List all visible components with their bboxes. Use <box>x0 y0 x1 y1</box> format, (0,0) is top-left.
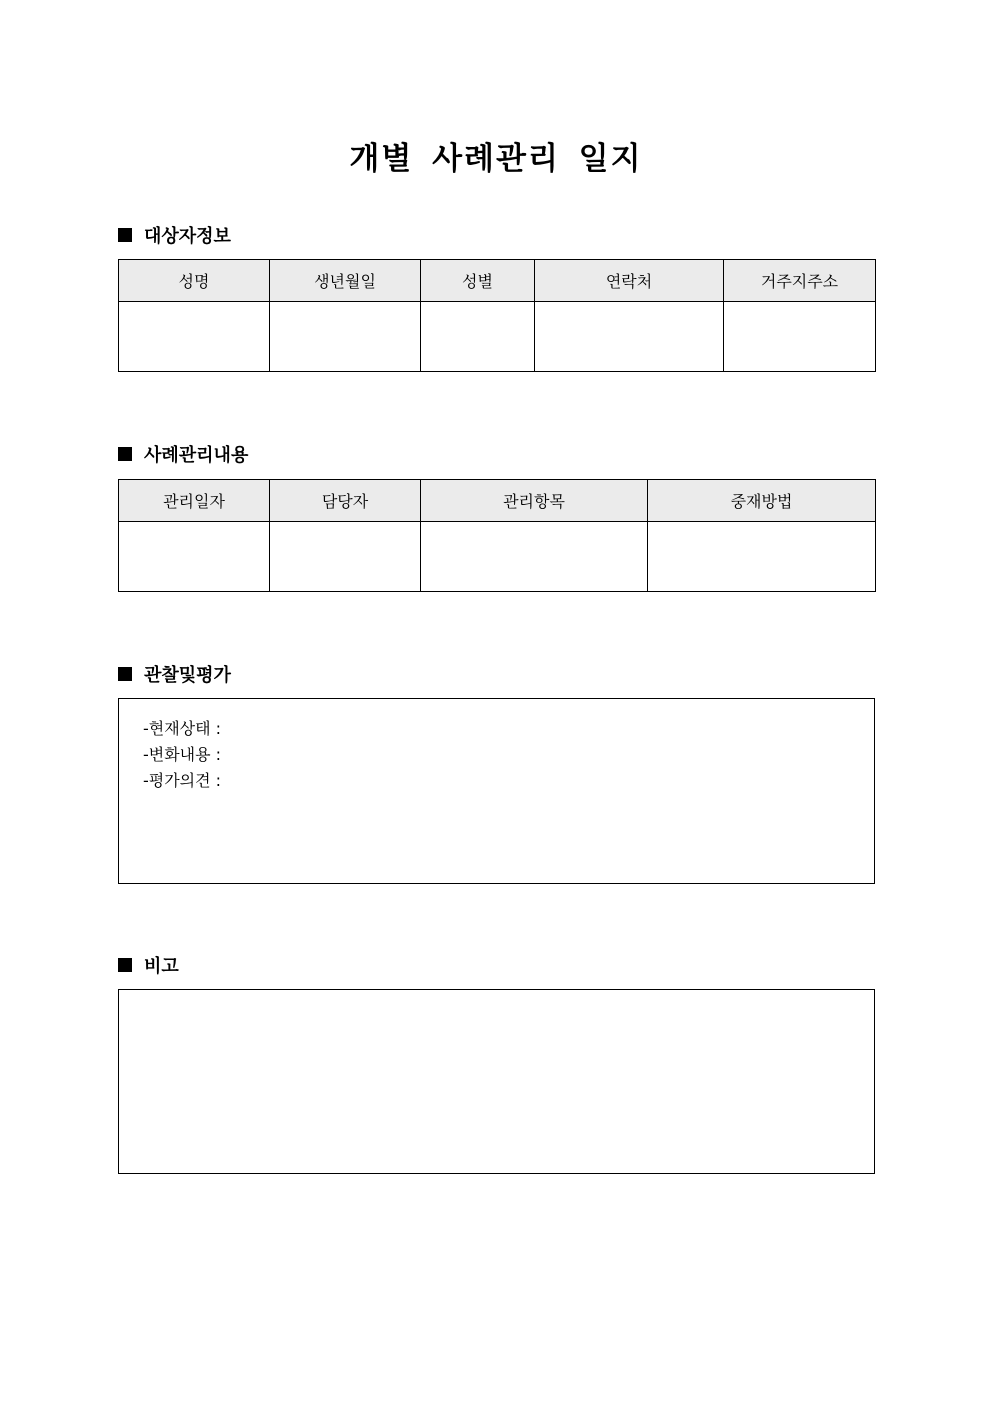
square-bullet-icon <box>118 228 132 242</box>
cell-name[interactable] <box>119 302 270 372</box>
cell-management-date[interactable] <box>119 522 270 592</box>
section-heading-label: 비고 <box>144 956 179 977</box>
section-heading-label: 사례관리내용 <box>144 445 249 466</box>
section-heading-case-content <box>118 439 248 469</box>
cell-contact[interactable] <box>535 302 724 372</box>
cell-address[interactable] <box>724 302 876 372</box>
table-row <box>119 302 876 372</box>
observation-box[interactable] <box>118 698 875 884</box>
change-content-line: -변화내용 : <box>143 745 222 764</box>
column-header-manager: 담당자 <box>270 480 421 522</box>
square-bullet-icon <box>118 667 132 681</box>
client-info-table <box>118 259 876 372</box>
square-bullet-icon <box>118 447 132 461</box>
evaluation-opinion-line: -평가의견 : <box>143 771 222 790</box>
section-heading-remarks <box>118 950 179 980</box>
column-header-intervention-method: 중재방법 <box>648 480 876 522</box>
table-header-row <box>119 260 876 302</box>
remarks-box[interactable] <box>118 989 875 1174</box>
column-header-management-date: 관리일자 <box>119 480 270 522</box>
column-header-management-item: 관리항목 <box>421 480 648 522</box>
column-header-birthdate: 생년월일 <box>270 260 421 302</box>
table-row <box>119 522 876 592</box>
cell-intervention-method[interactable] <box>648 522 876 592</box>
cell-gender[interactable] <box>421 302 535 372</box>
column-header-name: 성명 <box>119 260 270 302</box>
cell-manager[interactable] <box>270 522 421 592</box>
column-header-address: 거주지주소 <box>724 260 876 302</box>
section-heading-label: 대상자정보 <box>144 226 231 247</box>
square-bullet-icon <box>118 958 132 972</box>
cell-birthdate[interactable] <box>270 302 421 372</box>
page-title: 개별 사례관리 일지 <box>349 141 643 177</box>
column-header-contact: 연락처 <box>535 260 724 302</box>
section-heading-label: 관찰및평가 <box>144 665 231 686</box>
case-content-table <box>118 479 876 592</box>
current-status-line: -현재상태 : <box>143 719 222 738</box>
section-heading-observation <box>118 659 231 689</box>
column-header-gender: 성별 <box>421 260 535 302</box>
cell-management-item[interactable] <box>421 522 648 592</box>
section-heading-client-info <box>118 220 231 250</box>
table-header-row <box>119 480 876 522</box>
